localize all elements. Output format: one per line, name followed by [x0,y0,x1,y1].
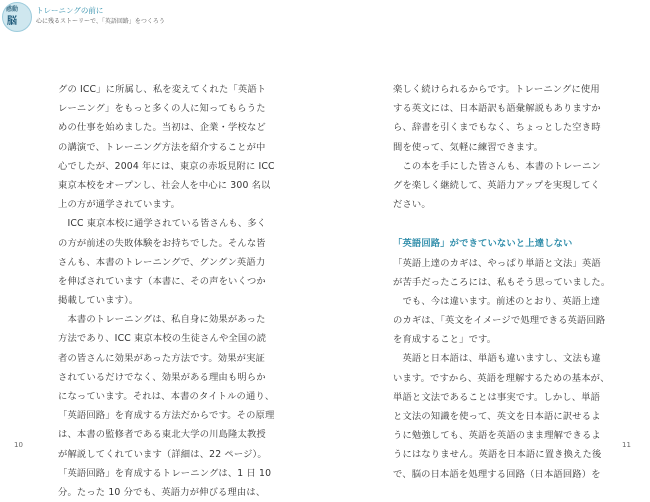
text-line: うに勉強しても、英語を英語のまま理解できるよ [393,430,601,442]
text-line: この本を手にした皆さんも、本書のトレーニン [393,160,601,172]
text-line: ら、辞書を引くまでもなく、ちょっとした空き時 [393,122,601,134]
text-line: で、脳の日本語を処理する回路（日本語回路）を [393,468,601,480]
text-line: ださい。 [393,199,431,211]
chapter-title: トレーニングの前に [36,6,104,15]
text-line: の講演で、トレーニング方法を紹介することが中 [58,141,266,153]
text-line: 上の方が通学されています。 [58,199,181,211]
text-line: 「英語上達のカギは、やっぱり単語と文法」英語 [393,257,601,269]
text-line: 楽しく続けられるからです。トレーニングに使用 [393,84,600,95]
text-line: でも、今は違います。前述のとおり、英語上達 [393,295,601,307]
chapter-header [2,2,202,36]
chapter-subtitle: 心に残るストーリーで、「英語回路」をつくろう [36,18,165,25]
text-line: を育成すること」です。 [393,334,497,346]
logo-bottom-text: 脳 [7,16,17,27]
text-line: 方法であり、ICC 東京本校の生徒さんや全国の読 [58,333,267,345]
text-line: を伸ばされています（本書に、その声をいくつか [58,275,266,287]
text-line: 「英語回路」を育成するトレーニングは、1 日 10 [58,467,272,479]
text-line: と文法の知識を使って、英文を日本語に訳せるよ [393,411,601,422]
text-line: 東京本校をオープンし、社会人を中心に 300 名以 [58,179,271,191]
section-gap [393,214,605,234]
right-page [325,0,650,480]
left-page [0,0,325,498]
text-line: 掲載しています）。 [58,295,139,307]
text-line: 本書のトレーニングは、私自身に効果があった [58,314,266,326]
brand-logo-icon [2,2,32,32]
text-line: うにはなりません。英語を日本語に置き換えた後 [393,449,602,461]
text-line: になっています。それは、本書のタイトルの通り、 [58,391,275,402]
text-line: の方が前述の失敗体験をお持ちでした。そんな皆 [58,237,266,249]
text-line: する英文には、日本語訳も語彙解説もありますか [393,103,601,115]
text-line: さんも、本書のトレーニングで、グングン英語力 [58,256,266,268]
text-line: 「英語回路」を育成する方法だからです。その原理 [58,410,275,422]
text-line: 分。たった 10 分でも、英語力が伸びる理由は、 [58,486,266,498]
text-line: は、本書の監修者である東北大学の川島隆太教授 [58,429,266,441]
text-line: のカギは、「英文をイメージで処理できる英語回路 [393,315,606,327]
right-paragraphs-bottom [393,254,611,484]
text-line: レーニング」をもっと多くの人に知ってもらうた [58,103,266,115]
section-heading: 「英語回路」ができていないと上達しない [393,238,573,250]
page-number-right: 11 [622,441,631,449]
right-body-text [393,80,611,484]
text-line: 心でしたが、2004 年には、東京の赤坂見附に ICC [58,160,275,172]
logo-top-text: 感動 [6,6,19,13]
text-line: グの ICC」に所属し、私を変えてくれた「英語ト [58,84,267,95]
left-body-text [58,80,275,502]
text-line: が解説してくれています（詳細は、22 ページ）。 [58,448,267,460]
text-line: 英語と日本語は、単語も違いますし、文法も違 [393,353,601,365]
text-line: めの仕事を始めました。当初は、企業・学校など [58,122,266,134]
text-line: グを楽しく継続して、英語力アップを実現してく [393,179,600,191]
right-paragraphs-top [393,80,605,214]
text-line: 単語と文法であることは事実です。しかし、単語 [393,391,601,403]
text-line: ICC 東京本校に通学されている皆さんも、多く [58,218,267,230]
text-line: が苦手だったころには、私もそう思っていました。 [393,276,611,288]
text-line: 間を使って、気軽に練習できます。 [393,141,544,153]
text-line: されているだけでなく、効果がある理由も明らか [58,371,266,383]
page-number-left: 10 [14,441,23,449]
text-line: 者の皆さんに効果があった方法です。効果が実証 [58,352,265,364]
text-line: います。ですから、英語を理解するための基本が、 [393,372,610,384]
